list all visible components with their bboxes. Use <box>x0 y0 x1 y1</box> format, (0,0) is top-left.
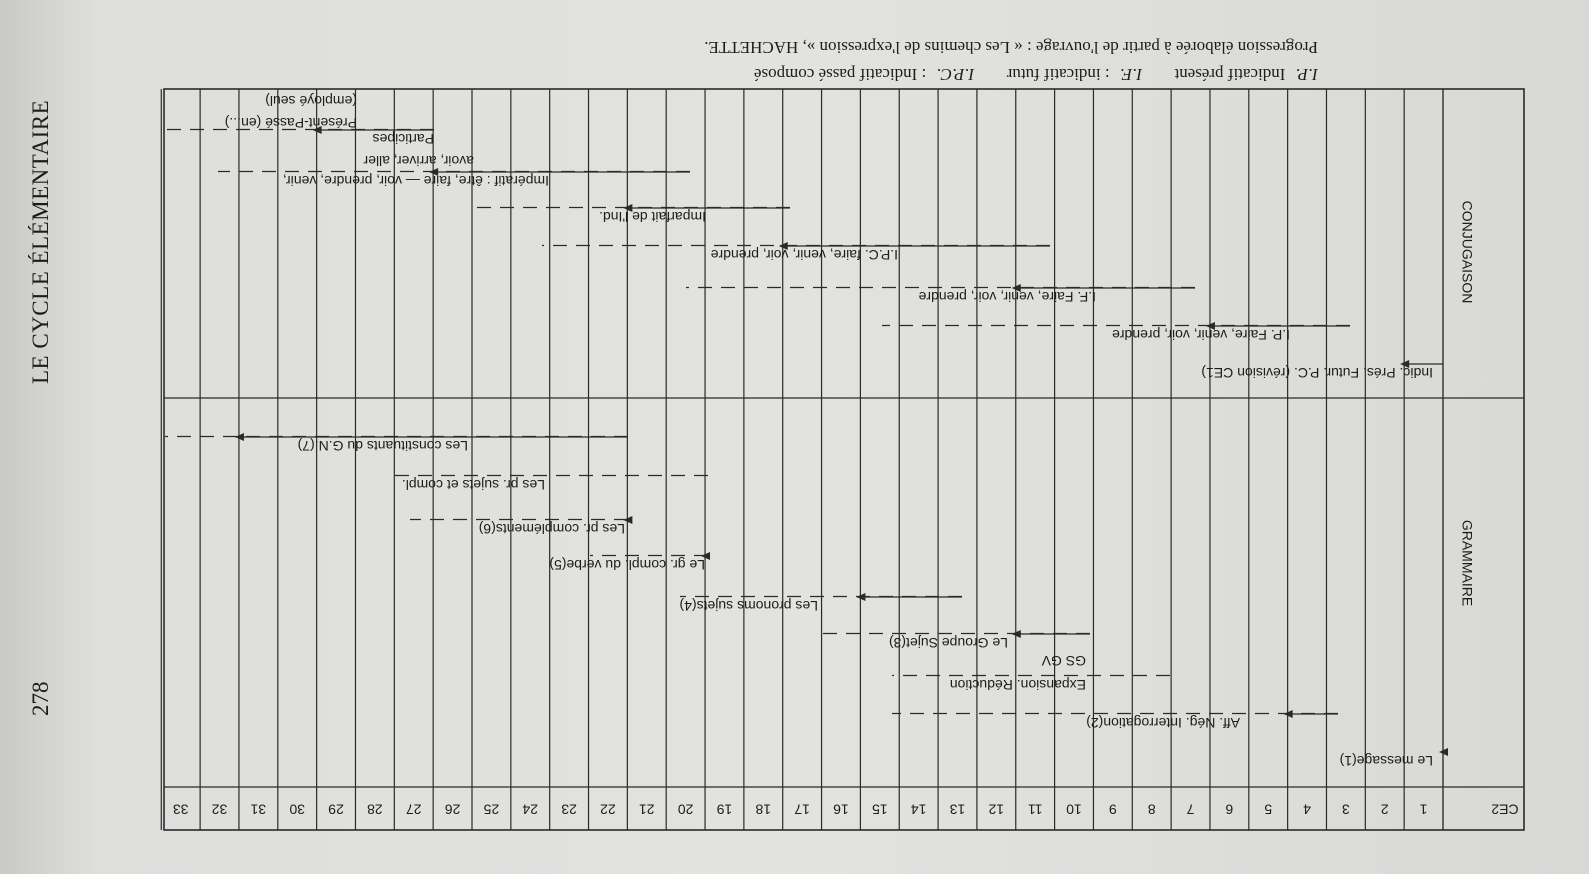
entry-label: Les constituants du G.N.(7) <box>297 438 468 454</box>
entry-label: Le message(1) <box>1339 753 1433 769</box>
entry-label: Aff. Nég. Interrogation(2) <box>1086 715 1240 731</box>
entry-label: Imparfait de l'Ind. <box>599 209 706 225</box>
week-number: 25 <box>483 801 500 818</box>
week-number: 12 <box>988 801 1005 818</box>
week-number: 3 <box>1342 801 1350 818</box>
entry-label: Expansion. Réduction <box>949 677 1086 693</box>
week-number: 20 <box>677 801 694 818</box>
entry-label: I.F. Faire, venir, voir, prendre <box>918 289 1096 305</box>
entry-label: (employé seul) <box>265 93 357 109</box>
legend-if-text: : indicatif futur <box>1006 65 1110 84</box>
week-number: 10 <box>1066 801 1082 818</box>
table-frame <box>164 89 1524 830</box>
week-number: 30 <box>289 801 306 818</box>
level-label: CE2 <box>1491 801 1519 818</box>
conjugaison-entries <box>165 93 1443 381</box>
week-number: 14 <box>910 801 927 818</box>
week-column-lines <box>161 89 1443 830</box>
source-note: Progression élaborée à partir de l'ouvrage : « Les chemins de l'expression », HACHETTE. <box>704 38 1318 57</box>
entry-label: GS GV <box>1041 653 1086 669</box>
week-number: 8 <box>1147 801 1156 818</box>
running-title: LE CYCLE ÉLÉMENTAIRE <box>28 99 53 384</box>
conjugaison-entry <box>1201 360 1443 381</box>
conjugaison-entry <box>542 242 1050 263</box>
section-grammaire: GRAMMAIRE <box>1459 519 1476 607</box>
grammaire-entry <box>679 593 962 614</box>
grammaire-entry <box>165 433 628 454</box>
legend-ipc-text: : Indicatif passé composé <box>753 65 927 84</box>
legend-ip-text: Indicatif présent <box>1174 65 1286 84</box>
week-number: 15 <box>872 801 888 818</box>
conjugaison-entry <box>218 168 690 189</box>
conjugaison-entry <box>265 93 357 109</box>
conjugaison-entry <box>686 284 1195 305</box>
entry-label: Les pr. sujets et compl. <box>401 477 545 493</box>
week-number: 18 <box>755 801 772 818</box>
legend-if-abbr: I.F. <box>1119 65 1143 84</box>
grammaire-entry <box>892 676 1170 694</box>
conjugaison-entry <box>882 322 1350 343</box>
week-number: 22 <box>600 801 616 818</box>
week-number: 9 <box>1108 801 1117 818</box>
entry-label: Le gr. compl. du verbe(5) <box>549 557 705 573</box>
week-number: 13 <box>949 801 966 818</box>
week-number: 28 <box>367 801 383 818</box>
week-number: 7 <box>1186 801 1195 818</box>
week-number: 4 <box>1303 801 1311 818</box>
week-number: 32 <box>211 801 228 818</box>
page-number: 278 <box>28 681 53 716</box>
week-number: 1 <box>1419 801 1428 818</box>
grammaire-entry <box>388 476 708 494</box>
conjugaison-entry <box>225 115 357 131</box>
table-header <box>173 201 1519 818</box>
week-number: 23 <box>561 801 577 818</box>
week-number: 5 <box>1264 801 1273 818</box>
footnotes <box>704 38 1319 84</box>
section-conjugaison: CONJUGAISON <box>1459 200 1476 304</box>
entry-label: avoir, arriver, aller <box>363 153 474 169</box>
grammaire-entry <box>549 552 710 573</box>
legend-ipc-abbr: I.P.C. <box>936 65 975 84</box>
entry-label: Les pr. compléments(6) <box>478 521 625 537</box>
week-number: 24 <box>522 801 539 818</box>
grammaire-entry <box>1041 653 1086 669</box>
grammaire-entry <box>892 710 1338 731</box>
week-number: 6 <box>1225 801 1234 818</box>
conjugaison-entry <box>363 153 474 169</box>
week-labels <box>173 801 1428 817</box>
week-number: 19 <box>716 801 733 818</box>
week-number: 2 <box>1380 801 1389 818</box>
week-number: 17 <box>794 801 810 818</box>
week-number: 21 <box>638 801 655 818</box>
week-number: 33 <box>172 801 189 818</box>
entry-label: Le Groupe Sujet(3) <box>888 635 1008 651</box>
grammaire-entries <box>165 433 1448 769</box>
legend-ip-abbr: I.P. <box>1295 65 1318 84</box>
entry-label: Participes <box>372 131 434 147</box>
entry-label: Impératif : être, faire — voir, prendre, venir, <box>282 173 549 189</box>
week-number: 27 <box>405 801 422 818</box>
week-number: 16 <box>833 801 849 818</box>
grammaire-entry <box>410 516 632 537</box>
week-number: 26 <box>444 801 461 818</box>
grammaire-entry <box>1340 748 1448 769</box>
week-number: 29 <box>328 801 344 818</box>
entry-label: I.P. Faire, venir, voir, prendre <box>1112 327 1290 343</box>
entry-label: I.P.C. faire, venir, voir, prendre <box>710 247 898 263</box>
entry-label: Indic. Prés. Futur. P.C. (révision CE1) <box>1201 365 1433 381</box>
svg-text:I.P. Indicatif présent <box>754 65 1319 84</box>
entry-label: Les pronoms sujets(4) <box>679 598 818 614</box>
week-number: 31 <box>250 801 267 818</box>
entry-label: Présent-Passé (en...) <box>224 115 357 131</box>
conjugaison-entry <box>474 204 790 225</box>
week-number: 11 <box>1027 801 1043 818</box>
